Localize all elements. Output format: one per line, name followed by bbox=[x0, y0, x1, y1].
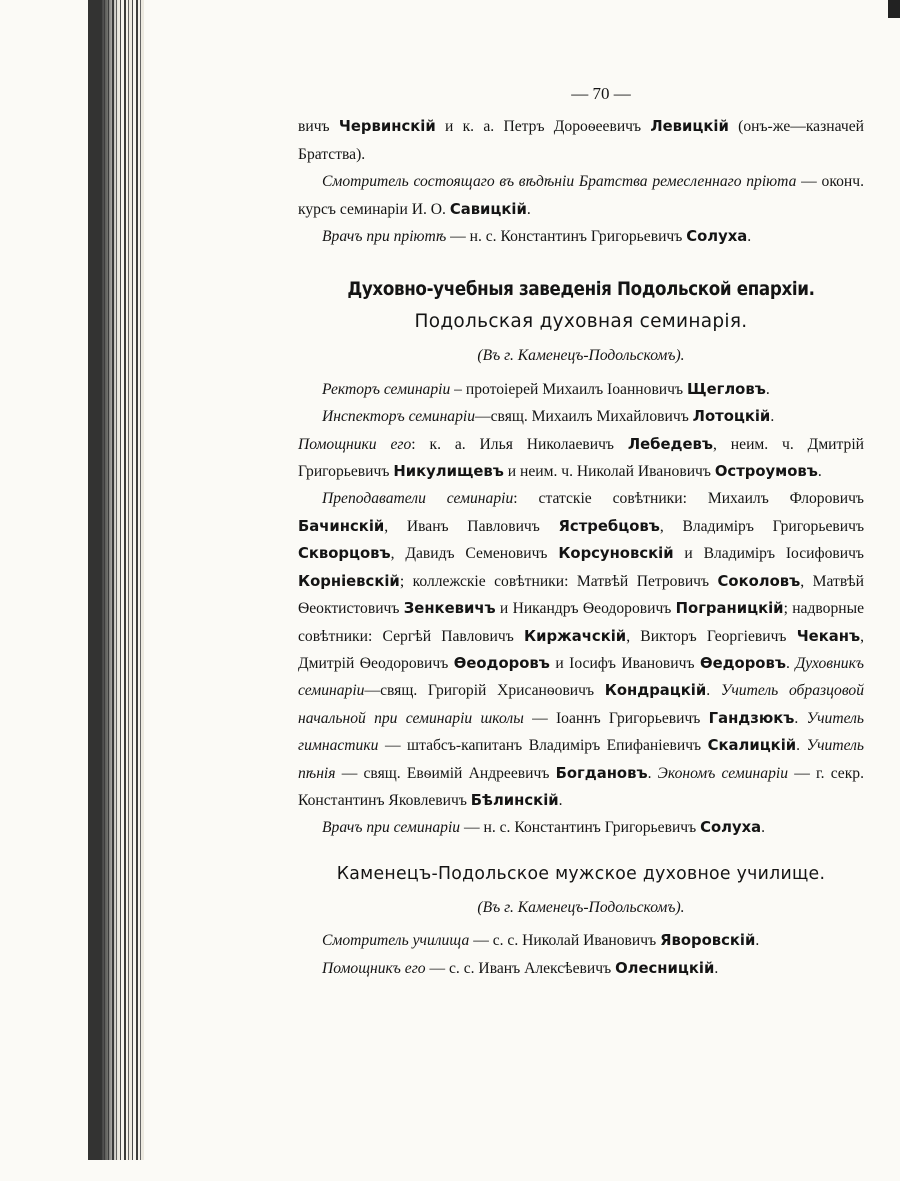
surname-text: Корсуновскій bbox=[558, 545, 674, 563]
body-text: . bbox=[755, 932, 760, 950]
body-text: — штабсъ-капитанъ Владиміръ Епифаніевичъ bbox=[378, 737, 708, 755]
surname-text: Гандзюкъ bbox=[708, 709, 795, 727]
surname-text: Скворцовъ bbox=[298, 545, 391, 563]
body-text: : статскіе совѣтники: Михаилъ Флоровичъ bbox=[513, 490, 864, 508]
position-title-text: Смотритель училища bbox=[322, 932, 470, 950]
body-text: , Матвѣй Ѳеоктистовичъ bbox=[298, 572, 864, 618]
surname-text: Лебедевъ bbox=[627, 435, 714, 453]
position-title-text: Учитель пѣнія bbox=[298, 737, 865, 782]
surname-text: Червинскій bbox=[338, 118, 436, 136]
surname-text: Корніевскій bbox=[298, 572, 400, 590]
position-title-text: Экономъ семинаріи bbox=[657, 764, 788, 782]
position-title-text: Врачъ при семинаріи bbox=[322, 819, 461, 837]
position-title-text: Смотритель состоящаго въ вѣдѣніи Братства ремесленнаго пріюта bbox=[322, 173, 797, 191]
body-text: — свящ. Евѳимій Андреевичъ bbox=[335, 764, 556, 782]
surname-text: Лотоцкій bbox=[692, 408, 771, 426]
seminary-paragraph-inspector bbox=[298, 403, 864, 430]
body-text: , неим. ч. Дмитрій Григорьевичъ bbox=[298, 435, 865, 481]
body-text: (онъ-же—казначей Братства). bbox=[298, 118, 865, 163]
position-title-text: Помощники его bbox=[298, 435, 412, 453]
body-text: — с. с. Николай Ивановичъ bbox=[469, 932, 661, 950]
position-title-text: Врачъ при пріютѣ bbox=[322, 228, 447, 246]
body-text: . bbox=[765, 380, 770, 398]
surname-text: Пограницкій bbox=[675, 600, 784, 618]
brotherhood-paragraph-1 bbox=[298, 113, 864, 168]
position-title-text: Учитель гимнастики bbox=[298, 709, 865, 755]
surname-text: Солуха bbox=[700, 819, 762, 837]
surname-text: Зенкевичъ bbox=[403, 600, 496, 618]
surname-text: Солуха bbox=[686, 228, 748, 246]
body-text: . bbox=[770, 408, 775, 426]
body-text: — оконч. курсъ семинаріи И. О. bbox=[298, 173, 864, 218]
scanned-binding-edge bbox=[88, 0, 144, 1160]
body-text: и Владиміръ Іосифовичъ bbox=[673, 545, 864, 563]
body-text: ; надворные совѣтники: Сергѣй Павловичъ bbox=[298, 600, 864, 645]
surname-text: Бачинскій bbox=[298, 517, 385, 535]
brotherhood-paragraph-3 bbox=[298, 223, 864, 250]
body-text: . bbox=[761, 819, 766, 837]
position-title-text: Духовникъ семинаріи bbox=[298, 654, 864, 700]
body-text: —свящ. Михаилъ Михайловичъ bbox=[475, 408, 693, 426]
seminary-paragraph-assistants bbox=[298, 431, 864, 486]
surname-text: Соколовъ bbox=[717, 572, 801, 590]
seminary-location: (Въ г. Каменецъ-Подольскомъ). bbox=[477, 347, 685, 365]
surname-text: Богдановъ bbox=[555, 764, 648, 782]
body-text: . bbox=[647, 764, 658, 782]
body-text: —свящ. Григорій Хрисанѳовичъ bbox=[364, 682, 605, 700]
body-text: вичъ bbox=[298, 118, 339, 136]
school-location: (Въ г. Каменецъ-Подольскомъ). bbox=[477, 898, 685, 916]
surname-text: Кондрацкій bbox=[604, 682, 707, 700]
body-text: , Владиміръ Григорьевичъ bbox=[659, 517, 865, 535]
body-text: , Давидъ Семеновичъ bbox=[390, 545, 559, 563]
body-text: . bbox=[706, 682, 721, 700]
surname-text: Олесницкій bbox=[615, 959, 715, 977]
body-text: . bbox=[714, 959, 719, 977]
surname-text: Скалицкій bbox=[707, 737, 797, 755]
surname-text: Никулищевъ bbox=[393, 463, 504, 481]
section-title: Духовно-учебныя заведенія Подольской епархіи. bbox=[347, 278, 815, 301]
surname-text: Ѳедоровъ bbox=[699, 654, 786, 672]
body-text: . bbox=[817, 463, 822, 481]
surname-text: Чеканъ bbox=[796, 627, 861, 645]
body-text: . bbox=[794, 709, 807, 727]
surname-text: Киржачскій bbox=[524, 627, 627, 645]
body-text: — н. с. Константинъ Григорьевичъ bbox=[460, 819, 701, 837]
surname-text: Ѳеодоровъ bbox=[453, 654, 550, 672]
body-text: , Дмитрій Ѳеодоровичъ bbox=[298, 627, 864, 672]
page-number: — 70 — bbox=[571, 84, 631, 103]
body-text: – протоіерей Михаилъ Іоанновичъ bbox=[450, 380, 687, 398]
body-text: . bbox=[747, 228, 752, 246]
seminary-paragraph-doctor bbox=[298, 814, 864, 841]
surname-text: Щегловъ bbox=[686, 380, 766, 398]
surname-text: Савицкій bbox=[449, 200, 527, 218]
surname-text: Яворовскій bbox=[660, 932, 756, 950]
document-page bbox=[298, 80, 864, 982]
body-text: . bbox=[796, 737, 807, 755]
school-title: Каменецъ-Подольское мужское духовное училище. bbox=[336, 862, 826, 884]
body-text: ; коллежскіе совѣтники: Матвѣй Петровичъ bbox=[399, 572, 718, 590]
position-title-text: Ректоръ семинаріи bbox=[322, 380, 451, 398]
school-paragraph-supervisor bbox=[298, 927, 864, 954]
surname-text: Остроумовъ bbox=[714, 463, 818, 481]
position-title-text: Учитель образцовой начальной при семинаріи школы bbox=[298, 682, 865, 727]
body-text: — с. с. Иванъ Алексѣевичъ bbox=[425, 959, 616, 977]
seminary-title: Подольская духовная семинарія. bbox=[414, 311, 748, 333]
body-text: и Никандръ Ѳеодоровичъ bbox=[495, 600, 676, 618]
body-text: . bbox=[785, 654, 796, 672]
body-text: и к. а. Петръ Дороѳеевичъ bbox=[435, 118, 651, 136]
position-title-text: Инспекторъ семинаріи bbox=[322, 408, 476, 426]
body-text: — г. секр. Константинъ Яковлевичъ bbox=[298, 764, 864, 809]
body-text: , Викторъ Георгіевичъ bbox=[626, 627, 797, 645]
body-text: , Иванъ Павловичъ bbox=[384, 517, 559, 535]
surname-text: Левицкій bbox=[650, 118, 729, 136]
scan-corner-mark bbox=[888, 0, 900, 18]
surname-text: Бѣлинскій bbox=[470, 791, 559, 809]
body-text: и Іосифъ Ивановичъ bbox=[549, 654, 700, 672]
body-text: : к. а. Илья Николаевичъ bbox=[411, 435, 628, 453]
body-text: — Іоаннъ Григорьевичъ bbox=[523, 709, 709, 727]
position-title-text: Помощникъ его bbox=[322, 959, 426, 977]
seminary-paragraph-teachers bbox=[298, 485, 864, 814]
body-text: . bbox=[526, 200, 531, 218]
body-text: — н. с. Константинъ Григорьевичъ bbox=[446, 228, 687, 246]
body-text: и неим. ч. Николай Ивановичъ bbox=[503, 463, 715, 481]
position-title-text: Преподаватели семинаріи bbox=[322, 490, 514, 508]
surname-text: Ястребцовъ bbox=[558, 517, 660, 535]
seminary-paragraph-rector bbox=[298, 376, 864, 403]
body-text: . bbox=[558, 791, 563, 809]
school-paragraph-assistant bbox=[298, 955, 864, 982]
brotherhood-paragraph-2 bbox=[298, 168, 864, 223]
